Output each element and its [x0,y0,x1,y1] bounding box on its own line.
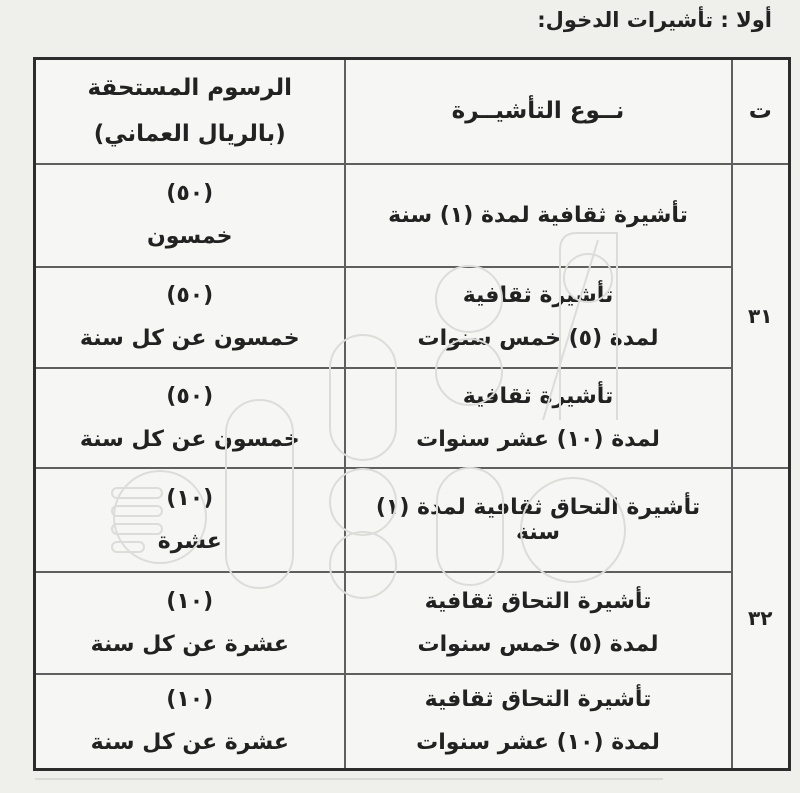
visa-type-line1: تأشيرة ثقافية [462,383,614,409]
header-serial: ت [732,59,790,164]
visa-type-cell [345,572,732,674]
fee-line1: (١٠) [166,485,214,511]
table-row-1 [35,164,790,267]
table-header-row [35,59,790,164]
visa-type-cell [345,368,732,468]
fee-line1: (٥٠) [166,181,214,206]
visa-fees-table [33,57,791,771]
table-row-6 [35,674,790,770]
visa-type-line1: تأشيرة ثقافية [462,283,614,308]
header-fees-line1: الرسوم المستحقة [87,75,293,102]
visa-type-line2: لمدة (٥) خمس سنوات [417,631,659,657]
fee-line2: خمسون عن كل سنة [79,326,300,351]
header-fees-line2: (بالريال العماني) [93,121,286,148]
visa-type-cell [345,267,732,368]
visa-type-cell [345,164,732,267]
fee-line2: عشرة عن كل سنة [90,730,289,756]
visa-type-line1: تأشيرة التحاق ثقافية لمدة (١) سنة [375,494,701,545]
fee-line2: عشرة عن كل سنة [90,631,289,657]
table-row-2 [35,267,790,368]
fee-line1: (٥٠) [166,283,214,308]
fee-cell [35,267,345,368]
header-fees [35,59,345,164]
visa-type-line1: تأشيرة التحاق ثقافية [424,687,652,713]
table-row-3 [35,368,790,468]
serial-cell-32: ٣٢ [732,468,790,770]
fee-line1: (٥٠) [166,383,214,409]
fee-line2: خمسون عن كل سنة [79,426,300,452]
visa-type-cell [345,674,732,770]
fee-line2: خمسون [146,224,233,249]
table-row-4 [35,468,790,572]
fee-line1: (١٠) [166,687,214,713]
fee-line1: (١٠) [166,588,214,614]
visa-type-cell [345,468,732,572]
visa-type-line2: لمدة (٥) خمس سنوات [417,326,659,351]
fee-cell [35,368,345,468]
fee-line2: عشرة [157,528,222,554]
visa-type-line1: تأشيرة ثقافية لمدة (١) سنة [388,202,688,228]
fee-cell [35,468,345,572]
visa-type-line2: لمدة (١٠) عشر سنوات [416,730,660,756]
visa-type-line2: لمدة (١٠) عشر سنوات [416,426,660,452]
scan-artifact-line [35,778,663,780]
fee-cell [35,674,345,770]
fee-cell [35,572,345,674]
fee-cell [35,164,345,267]
serial-cell-31: ٣١ [732,164,790,468]
table-row-5 [35,572,790,674]
section-title: أولا : تأشيرات الدخول: [537,8,772,32]
header-visa-type: نــوع التأشيــرة [345,59,732,164]
visa-type-line1: تأشيرة التحاق ثقافية [424,588,652,614]
